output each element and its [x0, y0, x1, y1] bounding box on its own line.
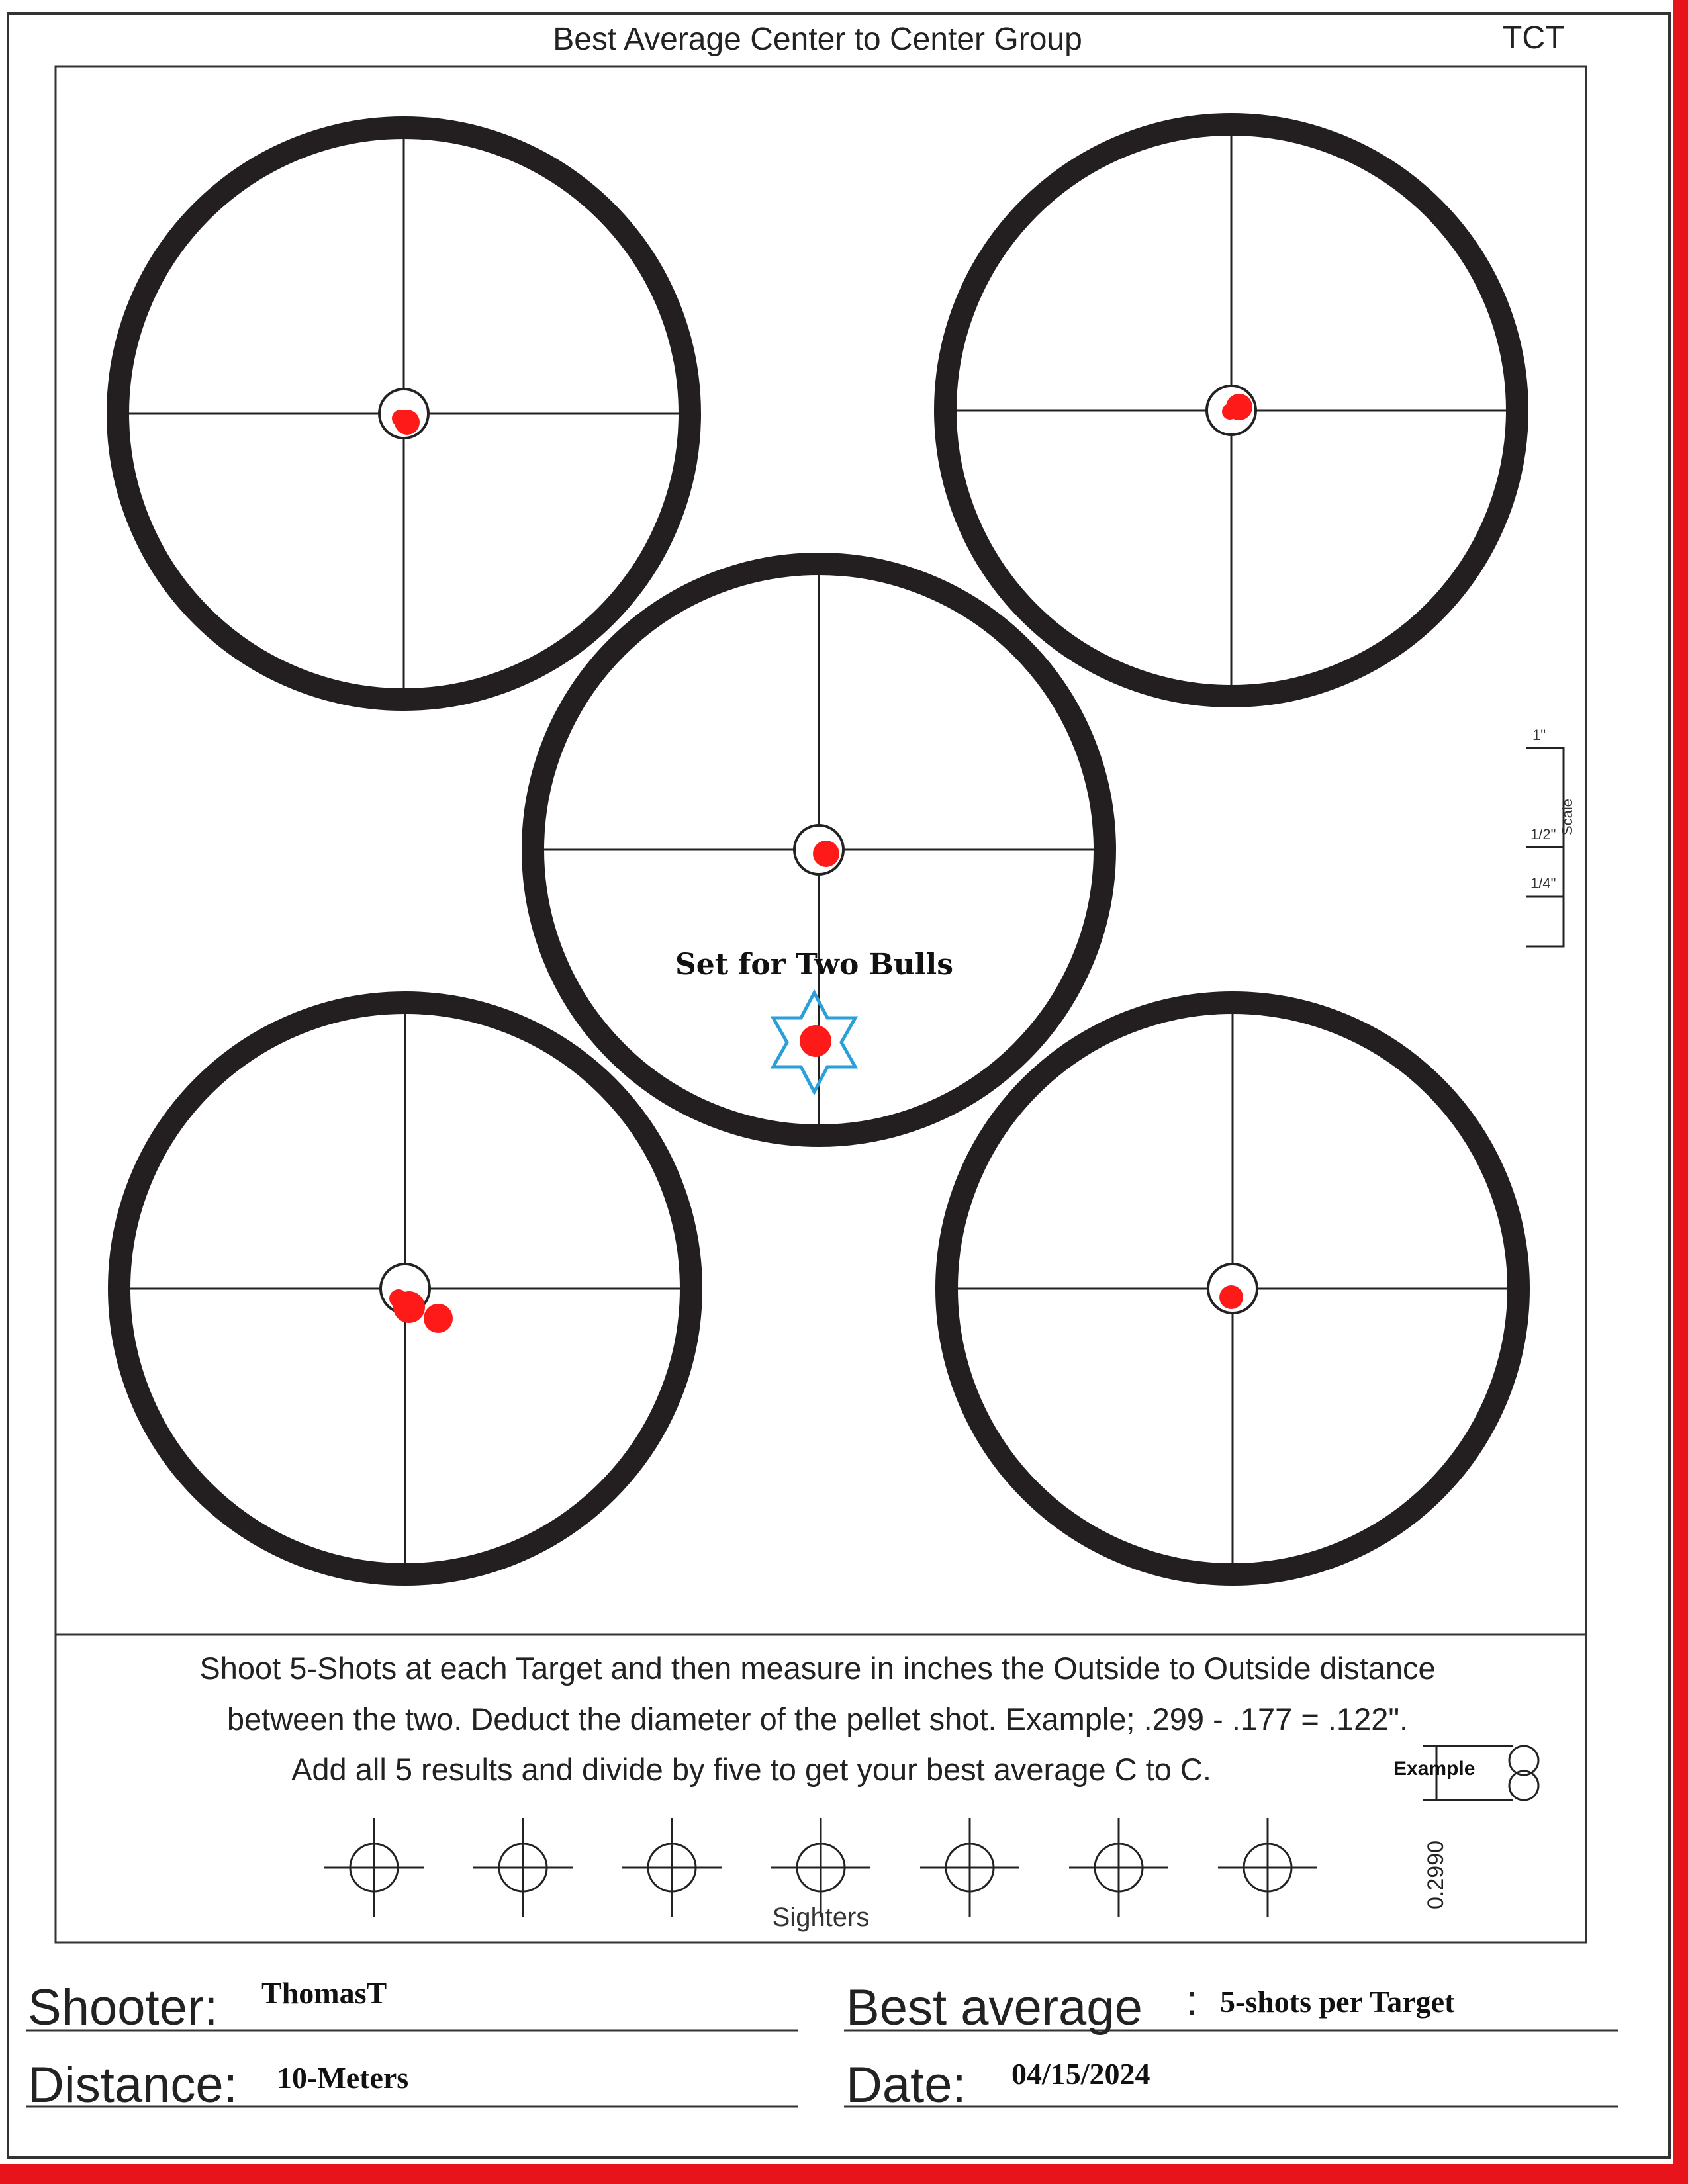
date-label: Date: [846, 2057, 966, 2113]
scale-bracket [1526, 748, 1564, 946]
distance-value: 10-Meters [277, 2061, 409, 2095]
best-average-label: Best average [846, 1979, 1143, 2036]
sighter-target [622, 1818, 722, 1917]
example-value: 0.2990 [1423, 1841, 1448, 1909]
shot-hole [1222, 404, 1238, 420]
distance-label: Distance: [28, 2057, 238, 2113]
shooter-value: ThomasT [261, 1976, 387, 2010]
shot-hole [813, 841, 839, 867]
best-average-value: 5-shots per Target [1220, 1985, 1455, 2019]
sighter-target [1069, 1818, 1168, 1917]
target-top-right [945, 124, 1517, 696]
sighter-target [324, 1818, 424, 1917]
shot-hole [424, 1304, 453, 1333]
shooter-label: Shooter: [28, 1979, 218, 2036]
sighter-target [1218, 1818, 1317, 1917]
shot-hole [389, 1289, 408, 1308]
sighters-label: Sighters [772, 1903, 870, 1932]
scale-quarter-inch: 1/4" [1530, 875, 1556, 891]
instructions-line-2: between the two. Deduct the diameter of the pellet shot. Example; .299 - .177 = .122". [226, 1702, 1409, 1737]
form-lines [26, 2030, 1618, 2107]
target-bottom-left [119, 1003, 691, 1574]
target-center [533, 564, 1105, 1136]
sheet-title: Best Average Center to Center Group [553, 22, 1082, 57]
instructions-line-1: Shoot 5-Shots at each Target and then measure in inches the Outside to Outside distance [199, 1651, 1436, 1686]
shot-hole [392, 410, 409, 427]
scale-one-inch: 1" [1532, 727, 1546, 743]
shot-hole [800, 1025, 831, 1057]
shot-hole [1219, 1285, 1243, 1309]
sheet-code: TCT [1503, 21, 1565, 56]
best-average-colon: : [1186, 1976, 1198, 2024]
target-bottom-right [947, 1003, 1519, 1574]
date-value: 04/15/2024 [1011, 2057, 1150, 2091]
scale-half-inch: 1/2" [1530, 826, 1556, 842]
target-top-left [118, 128, 690, 700]
sighter-target [473, 1818, 573, 1917]
sighter-target [920, 1818, 1019, 1917]
instructions-line-3: Add all 5 results and divide by five to get your best average C to C. [291, 1752, 1211, 1787]
example-label: Example [1393, 1758, 1476, 1780]
set-for-two-bulls-note: Set for Two Bulls [675, 948, 954, 981]
scale-word: Scale [1559, 798, 1575, 835]
